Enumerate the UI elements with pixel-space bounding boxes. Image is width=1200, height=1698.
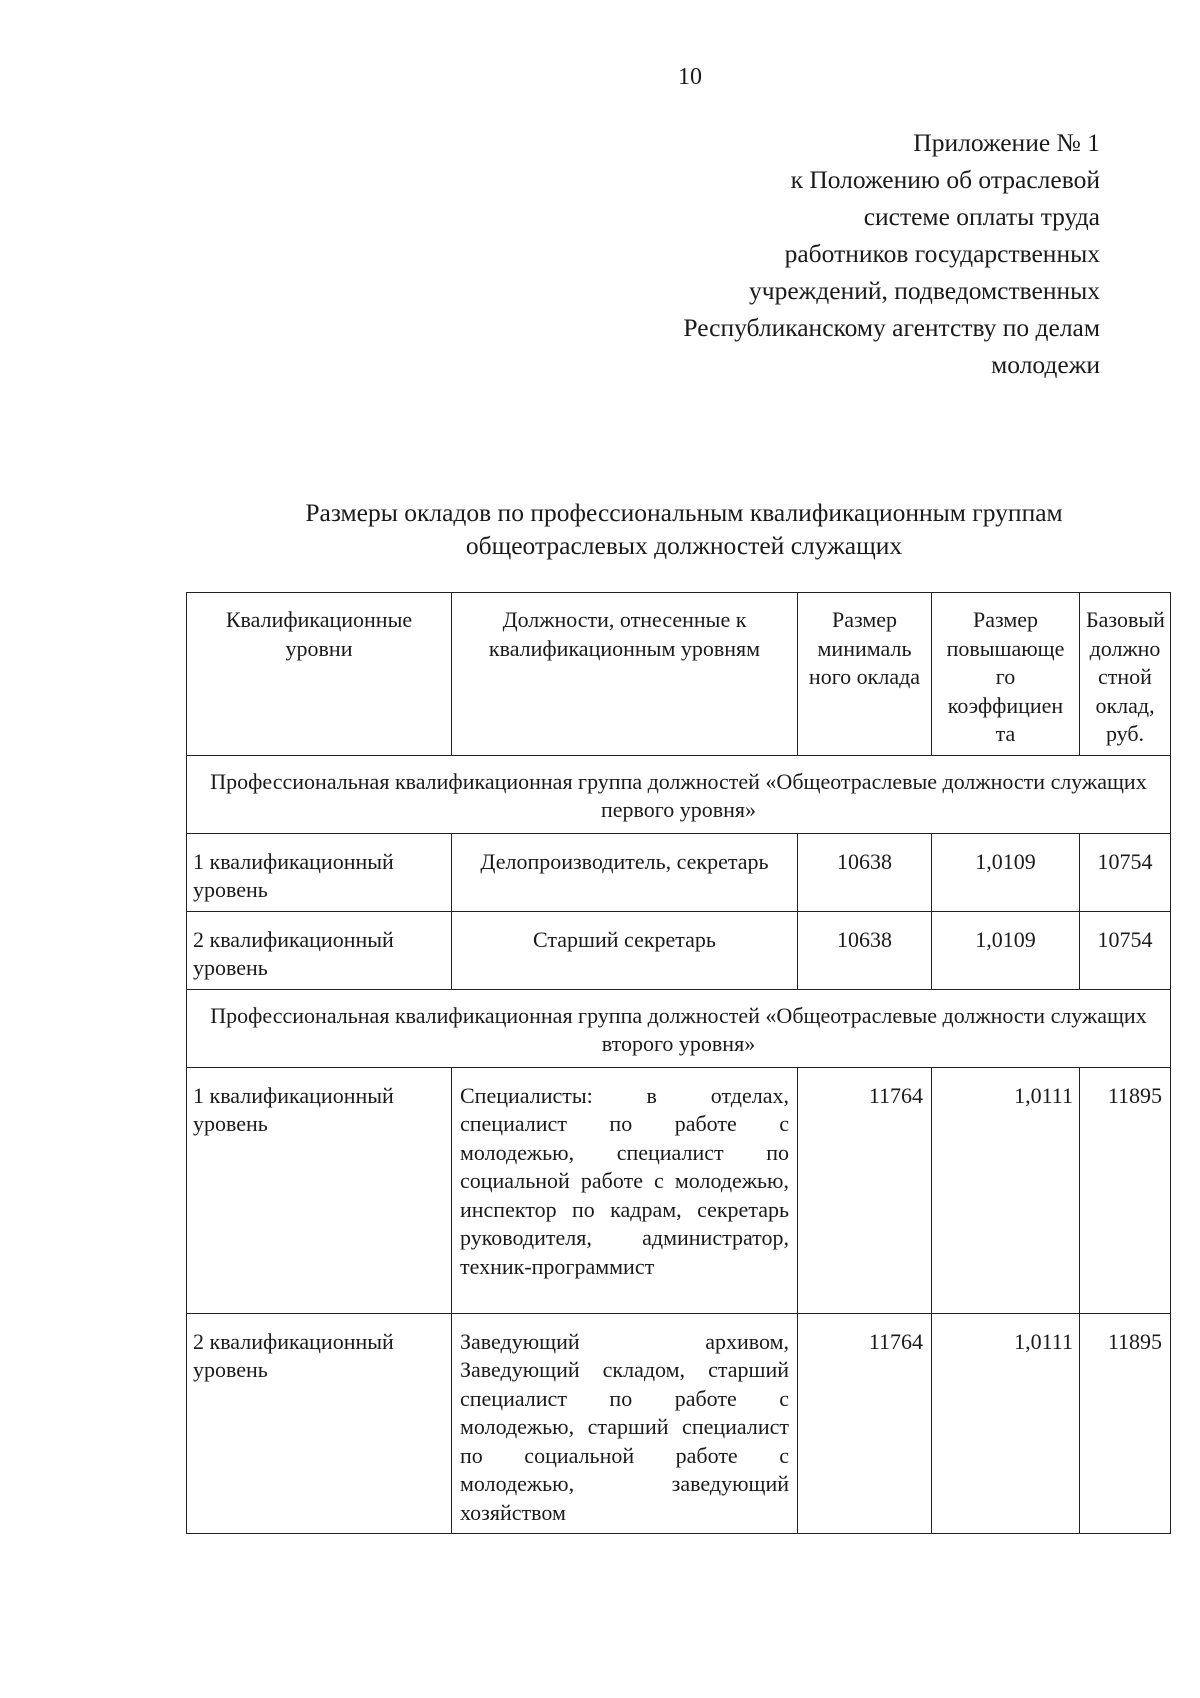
level-cell: 1 квалификационный уровень	[187, 1067, 452, 1313]
group-row	[187, 989, 1171, 1067]
coefficient-cell: 1,0109	[932, 833, 1080, 911]
appendix-note	[683, 124, 1100, 383]
level-cell: 2 квалификационный уровень	[187, 1313, 452, 1534]
appendix-line: Приложение № 1	[913, 128, 1100, 157]
base-salary-cell: 10754	[1080, 911, 1171, 989]
coefficient-cell: 1,0111	[932, 1067, 1080, 1313]
appendix-line: работников государственных	[784, 239, 1100, 268]
group-row	[187, 755, 1171, 833]
header-base-salary: Базовый должно стной оклад, руб.	[1080, 593, 1171, 756]
min-salary-cell: 10638	[798, 833, 932, 911]
coefficient-cell: 1,0109	[932, 911, 1080, 989]
salary-table	[186, 592, 1171, 1534]
level-cell: 1 квалификационный уровень	[187, 833, 452, 911]
appendix-line: к Положению об отраслевой	[790, 165, 1100, 194]
group-title: Профессиональная квалификационная группа должностей «Общеотраслевые должности служащих второго уровня»	[187, 989, 1171, 1067]
table-header-row	[187, 593, 1171, 756]
table-row	[187, 911, 1171, 989]
min-salary-cell: 11764	[798, 1067, 932, 1313]
header-positions: Должности, отнесенные к квалификационным уровням	[452, 593, 798, 756]
min-salary-cell: 10638	[798, 911, 932, 989]
positions-cell: Специалисты: в отделах, специалист по работе с молодежью, специалист по социальной работе с молодежью, инспектор по кадрам, секретарь руководителя, администратор, техник-программист	[452, 1067, 798, 1313]
base-salary-cell: 10754	[1080, 833, 1171, 911]
table-row	[187, 1067, 1171, 1313]
group-title: Профессиональная квалификационная группа должностей «Общеотраслевые должности служащих первого уровня»	[187, 755, 1171, 833]
page-number: 10	[678, 64, 702, 90]
positions-cell: Старший секретарь	[452, 911, 798, 989]
positions-cell: Заведующий архивом, Заведующий складом, старший специалист по работе с молодежью, старший специалист по социальной работе с молодежью, заведующий хозяйством	[452, 1313, 798, 1534]
header-level: Квалификационные уровни	[187, 593, 452, 756]
document-title-line: Размеры окладов по профессиональным квалификационным группам	[305, 498, 1063, 527]
header-min-salary: Размер минималь ного оклада	[798, 593, 932, 756]
header-coefficient: Размер повышающе го коэффициен та	[932, 593, 1080, 756]
table-row	[187, 1313, 1171, 1534]
appendix-line: Республиканскому агентству по делам	[683, 313, 1100, 342]
appendix-line: системе оплаты труда	[863, 202, 1100, 231]
document-title	[184, 496, 1184, 562]
positions-cell: Делопроизводитель, секретарь	[452, 833, 798, 911]
document-title-line: общеотраслевых должностей служащих	[465, 531, 903, 560]
coefficient-cell: 1,0111	[932, 1313, 1080, 1534]
level-cell: 2 квалификационный уровень	[187, 911, 452, 989]
table-row	[187, 833, 1171, 911]
min-salary-cell: 11764	[798, 1313, 932, 1534]
appendix-line: учреждений, подведомственных	[749, 276, 1100, 305]
appendix-line: молодежи	[991, 350, 1100, 379]
base-salary-cell: 11895	[1080, 1313, 1171, 1534]
base-salary-cell: 11895	[1080, 1067, 1171, 1313]
